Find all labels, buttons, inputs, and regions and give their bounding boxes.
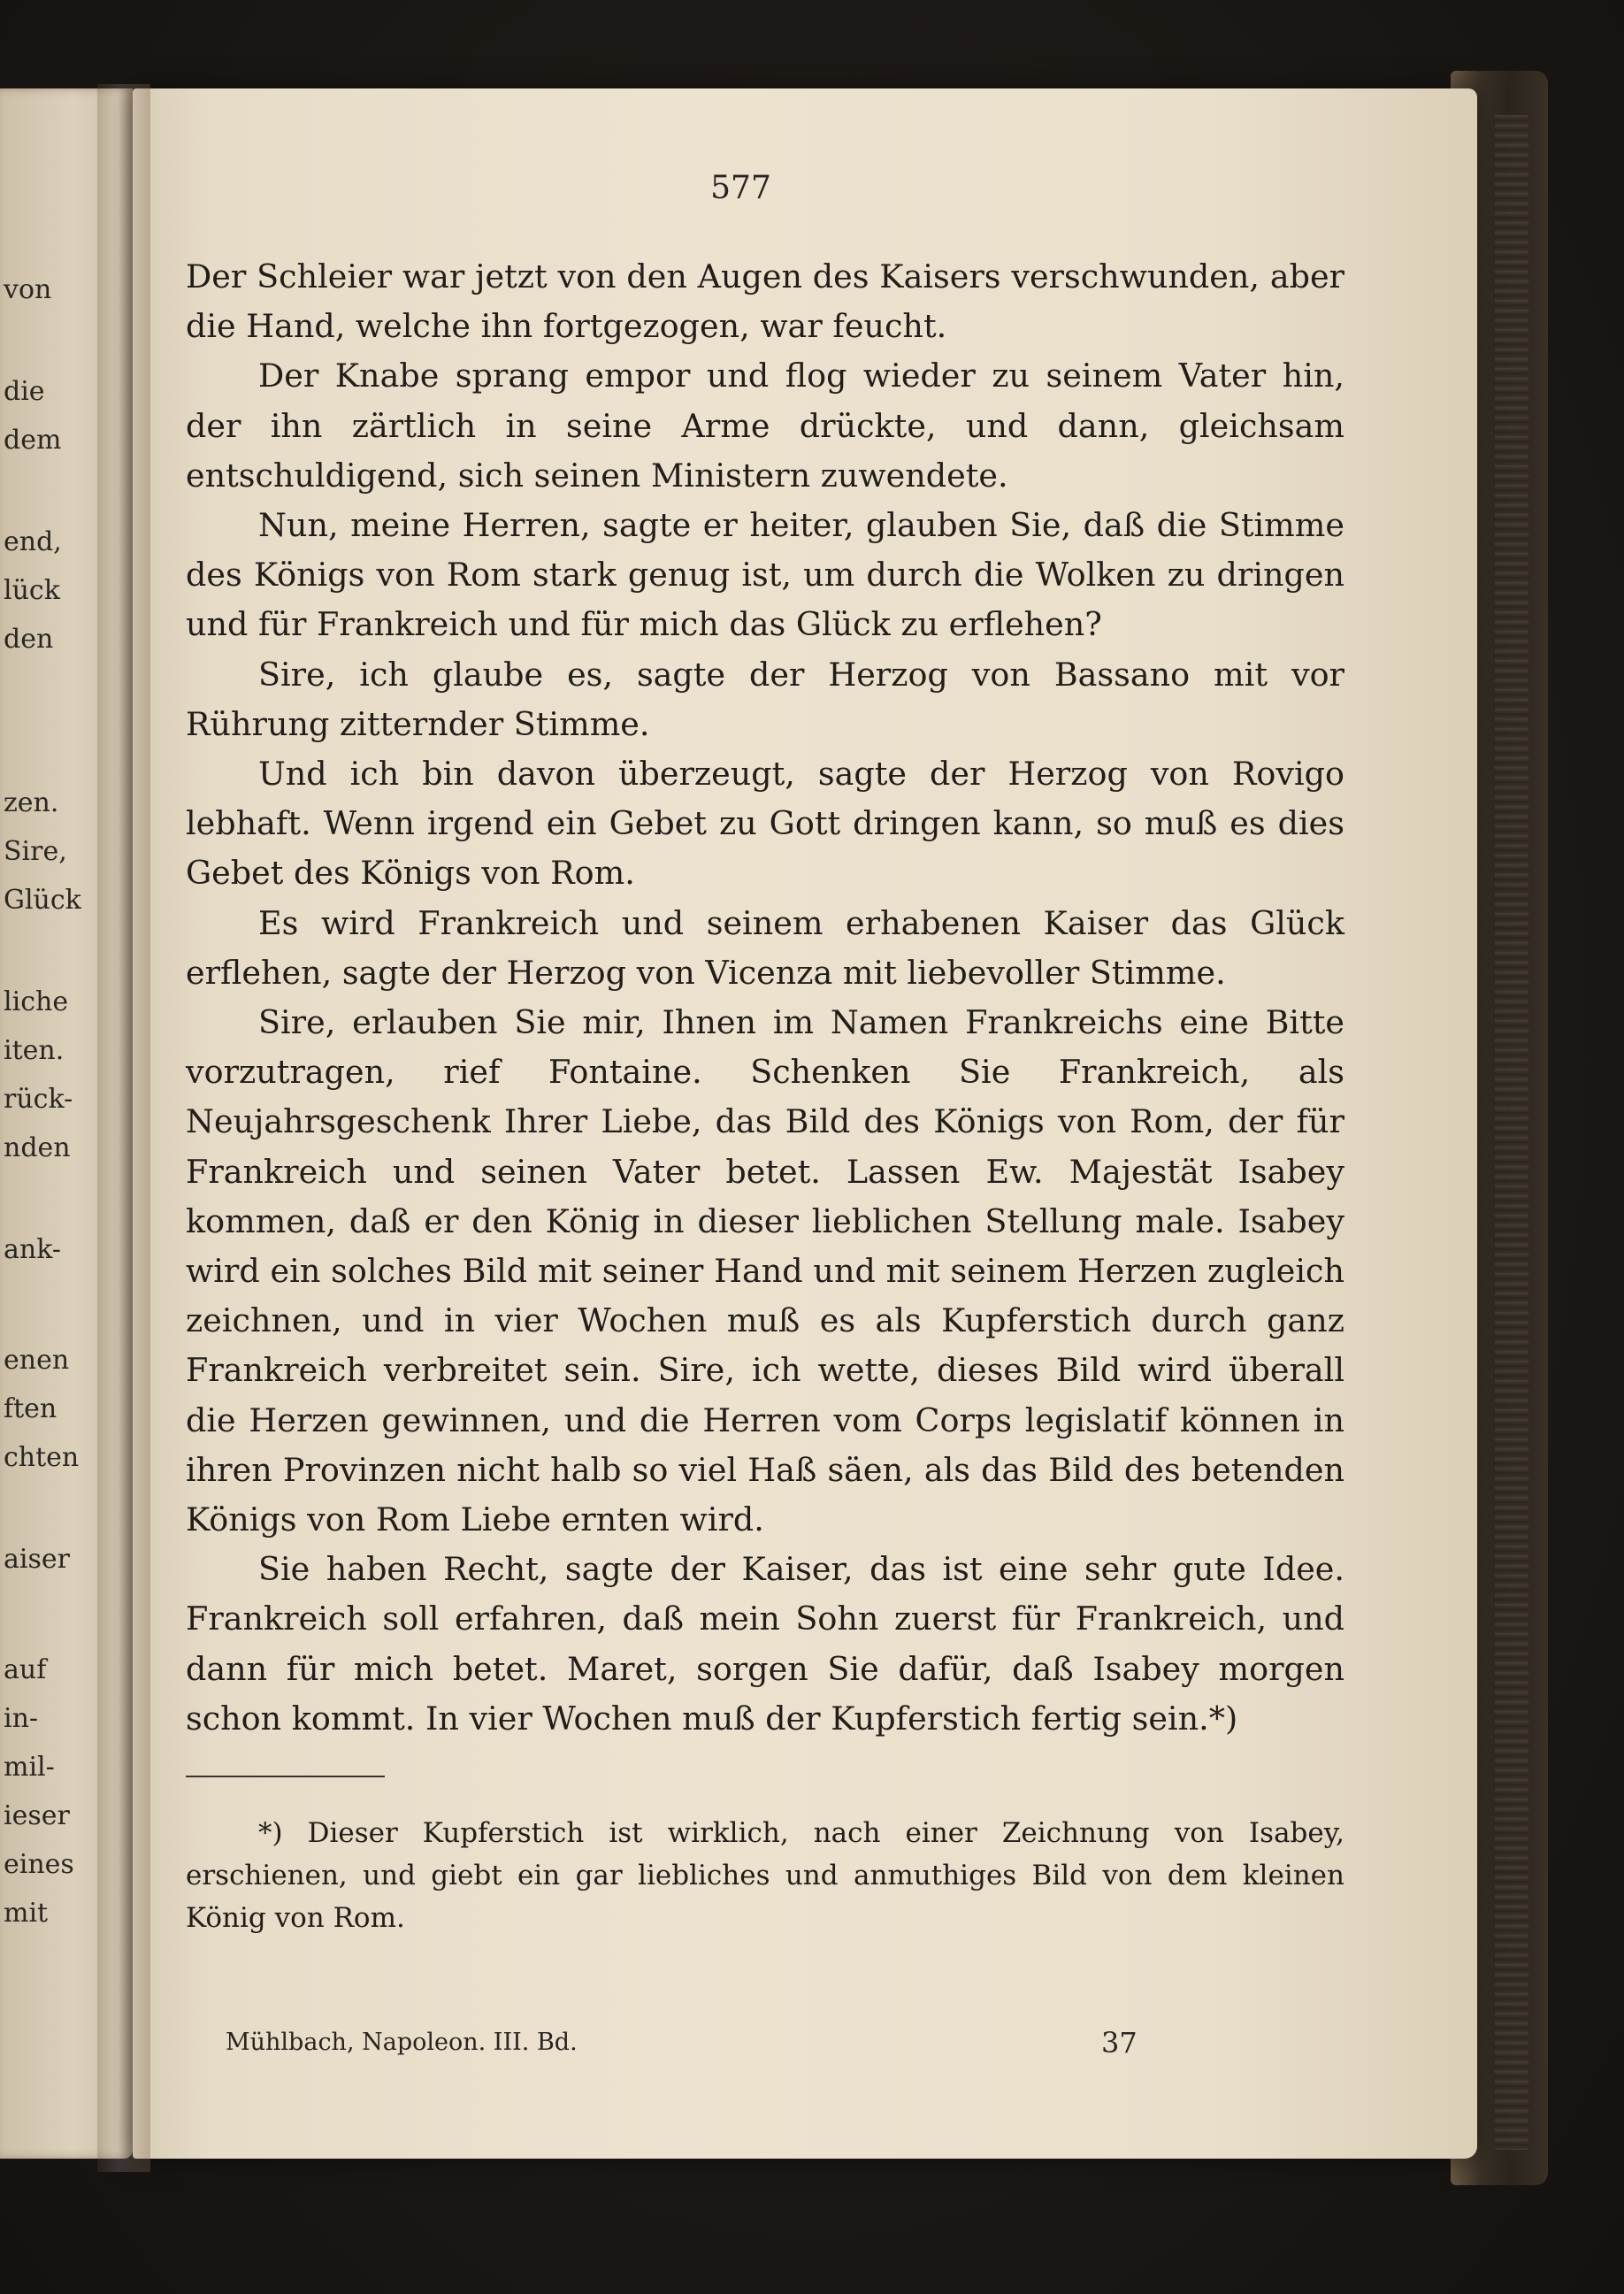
footnote-divider xyxy=(186,1776,385,1777)
paragraph: Es wird Frankreich und seinem erhabenen Kaiser das Glück erflehen, sagte der Herzog von Vicenza mit liebevoller Stimme. xyxy=(186,903,1344,992)
previous-page-fragment: lück xyxy=(4,575,60,606)
previous-page-fragment: nden xyxy=(4,1132,71,1163)
previous-page-fragment: rück- xyxy=(4,1084,73,1115)
paragraph: Sire, erlauben Sie mir, Ihnen im Namen Frankreichs eine Bitte vorzutragen, rief Fontaine. Schenken Sie Frankreich, als Neujahrsgeschenk Ihrer Liebe, das Bild des Königs von Rom, der für Frankreich und seinen Vater betet. Lassen Ew. Majestät Isabey kommen, daß er den König in dieser lieblichen Stellung male. Isabey wird ein solches Bild mit seiner Hand und mit seinem Herzen zugleich zeichnen, und in vier Wochen muß es als Kupferstich durch ganz Frankreich verbreitet sein. Sire, ich wette, dieses Bild wird überall die Herzen gewinnen, und die Herren vom Corps legislatif können in ihren Provinzen nicht halb so viel Haß säen, als das Bild des betenden Königs von Rom Liebe ernten wird. xyxy=(186,1003,1344,1539)
previous-page-fragment: end, xyxy=(4,526,62,557)
previous-page-fragment: dem xyxy=(4,425,62,456)
previous-page-fragment: ften xyxy=(4,1393,57,1424)
previous-page-fragment: aiser xyxy=(4,1544,70,1575)
printer-signature: Mühlbach, Napoleon. III. Bd. xyxy=(226,2029,578,2056)
page-edges xyxy=(1495,115,1528,2150)
footnote: *) Dieser Kupferstich ist wirklich, nach einer Zeichnung von Isabey, erschienen, und giebt ein gar liebliches und anmuthiges Bild von dem kleinen König von Rom. xyxy=(186,1817,1344,1934)
paragraph: Der Schleier war jetzt von den Augen des Kaisers verschwunden, aber die Hand, welche ihn fortgezogen, war feucht. xyxy=(186,257,1344,346)
previous-page-fragment: den xyxy=(4,624,54,655)
book-gutter xyxy=(97,84,150,2172)
previous-page-fragment: in- xyxy=(4,1703,39,1734)
paragraph: Sie haben Recht, sagte der Kaiser, das ist eine sehr gute Idee. Frankreich soll erfahren, daß mein Sohn zuerst für Frankreich, und dann für mich betet. Maret, sorgen Sie dafür, daß Isabey morgen schon kommt. In vier Wochen muß der Kupferstich fertig sein.*) xyxy=(186,1550,1344,1738)
previous-page-fragment: mil- xyxy=(4,1752,55,1783)
paragraph: Sire, ich glaube es, sagte der Herzog von Bassano mit vor Rührung zitternder Stimme. xyxy=(186,655,1344,743)
previous-page-fragment: ank- xyxy=(4,1234,61,1265)
previous-page-fragment: zen. xyxy=(4,787,59,818)
previous-page-fragment: von xyxy=(4,274,52,305)
previous-page-fragment: iten. xyxy=(4,1035,65,1066)
previous-page-fragment: Glück xyxy=(4,885,81,916)
paragraph: Nun, meine Herren, sagte er heiter, glauben Sie, daß die Stimme des Königs von Rom stark genug ist, um durch die Wolken zu dringen und für Frankreich und für mich das Glück zu erflehen? xyxy=(186,506,1344,644)
previous-page-fragment: ieser xyxy=(4,1800,70,1831)
previous-page-fragment: enen xyxy=(4,1345,70,1376)
signature-number: 37 xyxy=(1101,2026,1138,2060)
previous-page-fragment: liche xyxy=(4,986,69,1017)
body-text xyxy=(186,252,1344,1744)
previous-page-fragment: chten xyxy=(4,1442,80,1473)
paragraph: Und ich bin davon überzeugt, sagte der Herzog von Rovigo lebhaft. Wenn irgend ein Gebet zu Gott dringen kann, so muß es dies Gebet des Königs von Rom. xyxy=(186,755,1344,893)
previous-page-fragment: die xyxy=(4,376,45,407)
paragraph: Der Knabe sprang empor und flog wieder zu seinem Vater hin, der ihn zärtlich in seine Arme drückte, und dann, gleichsam entschuldigend, sich seinen Ministern zuwendete. xyxy=(186,357,1344,495)
previous-page-fragment: eines xyxy=(4,1849,74,1880)
previous-page-fragment: auf xyxy=(4,1654,47,1685)
previous-page-fragment: mit xyxy=(4,1898,49,1929)
page-number: 577 xyxy=(710,170,771,206)
book-page xyxy=(133,88,1477,2159)
previous-page-fragment: Sire, xyxy=(4,836,67,867)
